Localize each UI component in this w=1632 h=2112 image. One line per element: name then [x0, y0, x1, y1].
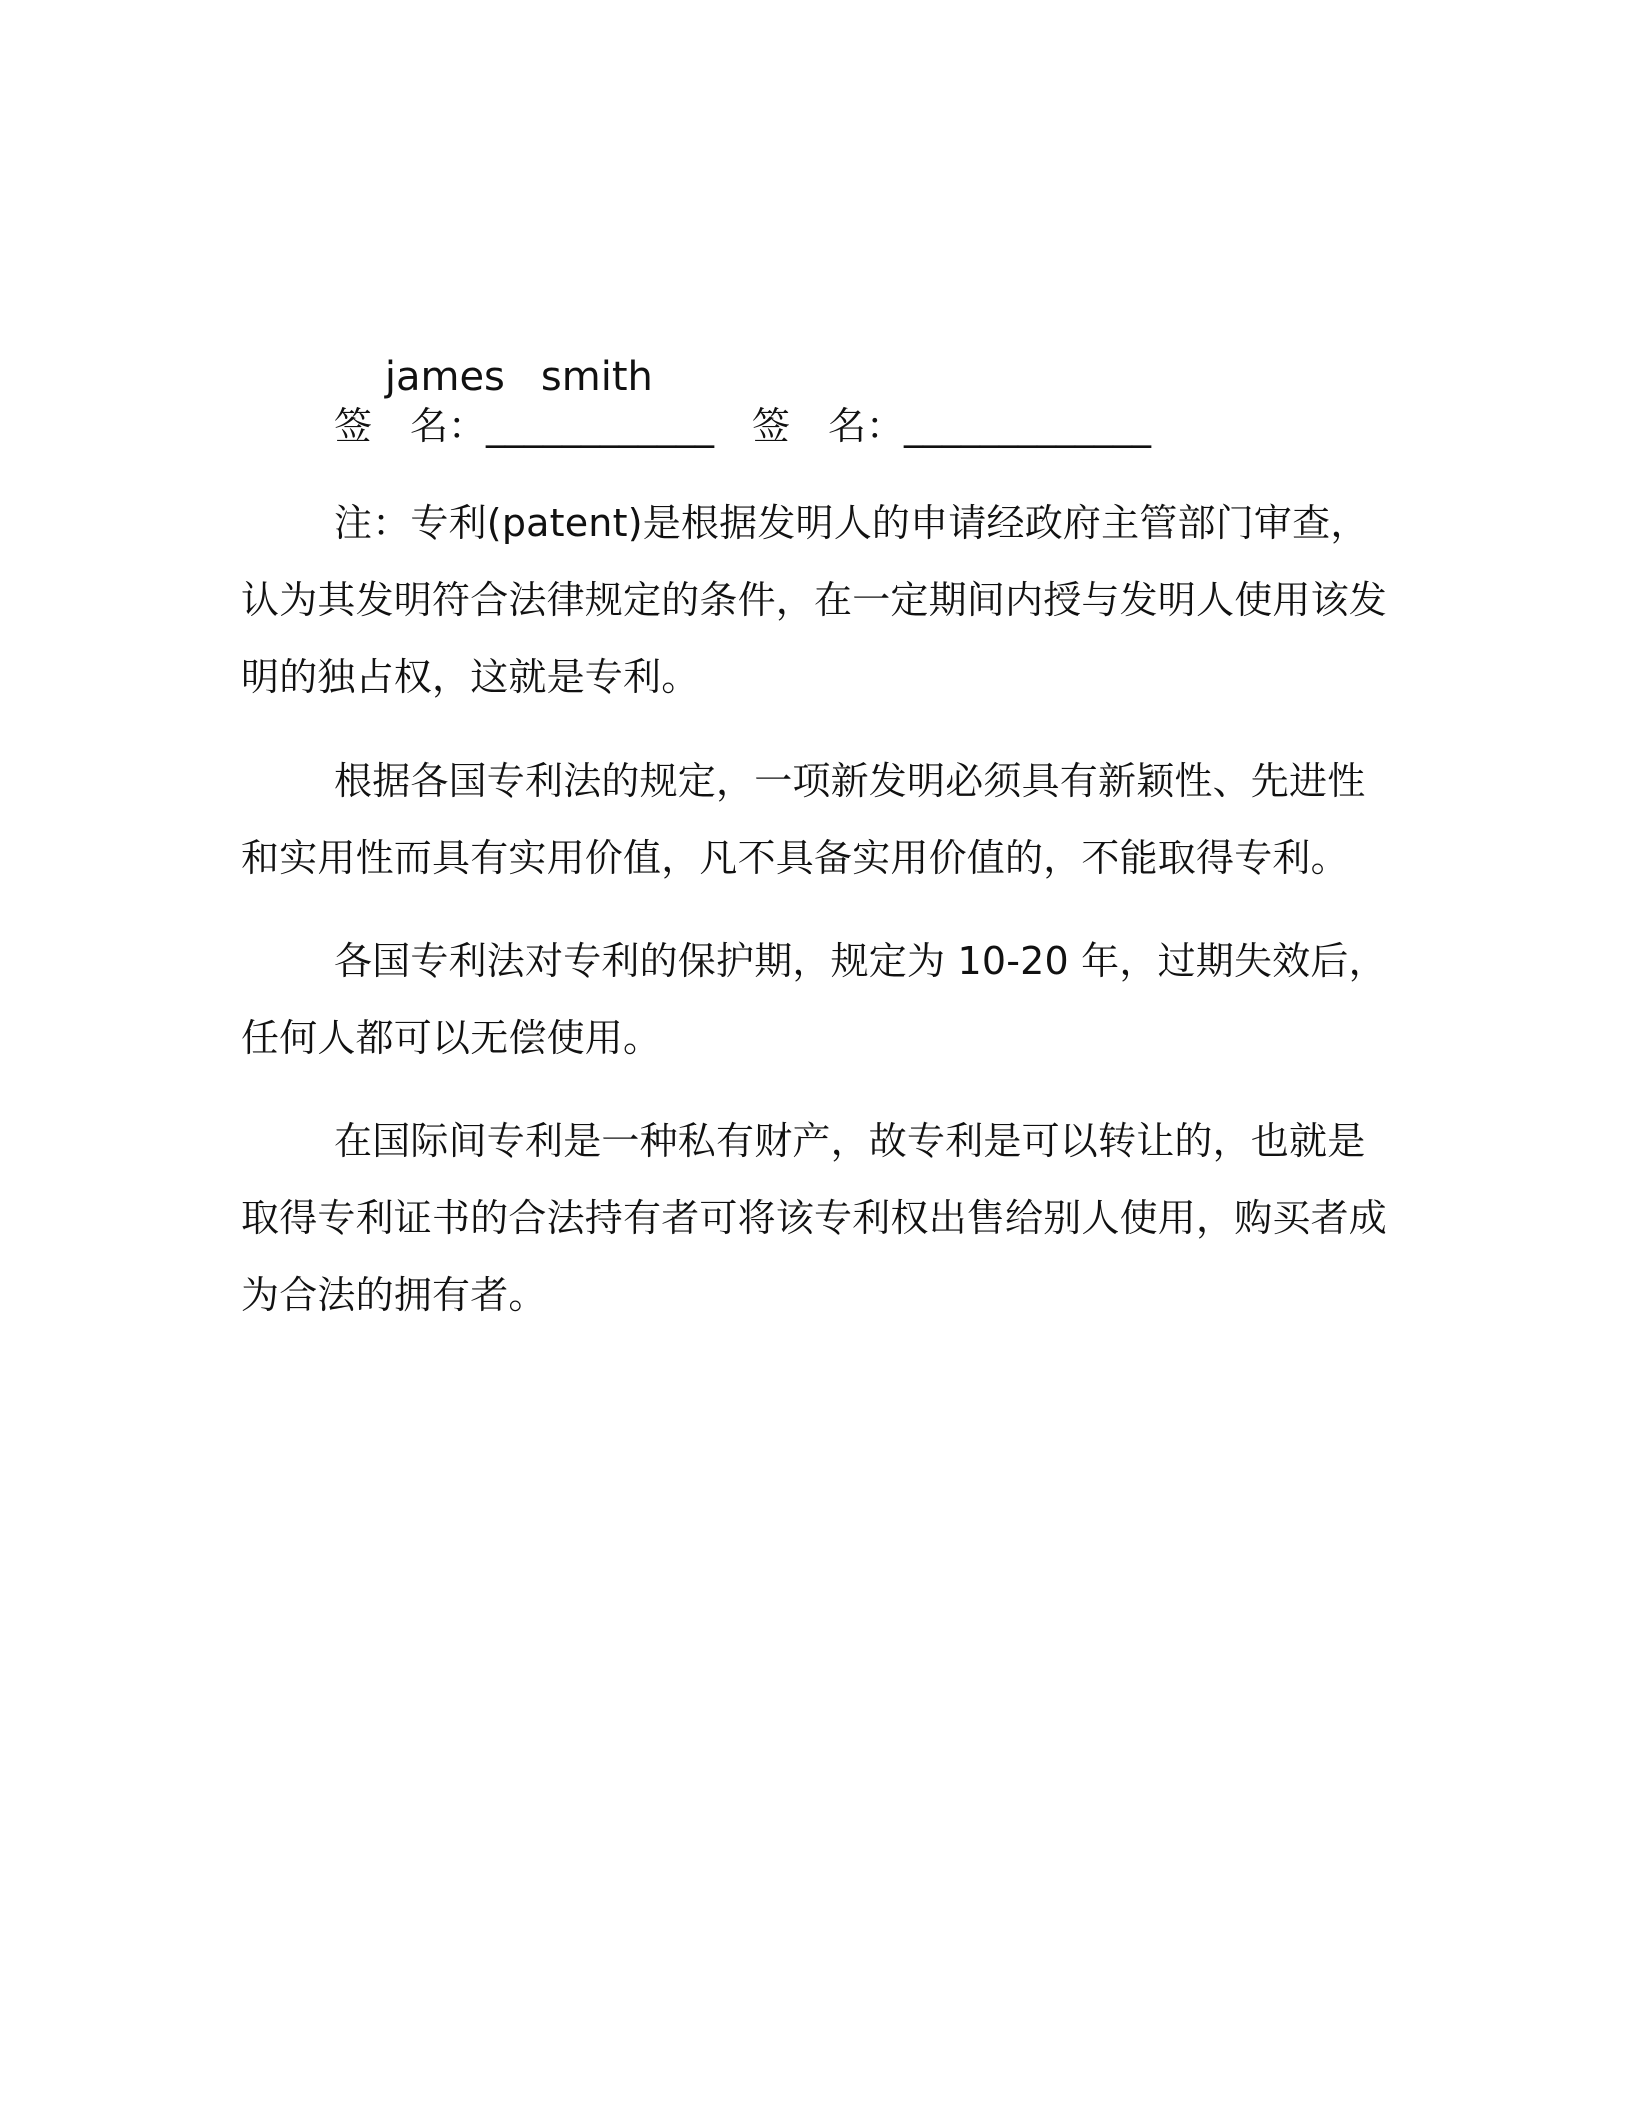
novelty-paragraph: 根据各国专利法的规定，一项新发明必须具有新颖性、先进性和实用性而具有实用价值，凡不具备实用价值的，不能取得专利。	[241, 759, 1366, 880]
protection-period-paragraph: 各国专利法对专利的保护期，规定为 10-20 年，过期失效后，任何人都可以无偿使用。	[241, 939, 1387, 1060]
note-paragraph: 注：专利(patent)是根据发明人的申请经政府主管部门审查，认为其发明符合法律规定的条件，在一定期间内授与发明人使用该发明的独占权，这就是专利。	[241, 501, 1388, 699]
second-name: smith	[540, 354, 653, 400]
signature-row	[334, 398, 1154, 454]
first-name: james	[384, 354, 505, 400]
signature-blank-2: _____________	[904, 404, 1152, 448]
signature-label-2: 签 名：	[752, 404, 905, 448]
signature-blank-1: ____________	[486, 404, 715, 448]
transfer-paragraph: 在国际间专利是一种私有财产，故专利是可以转让的，也就是取得专利证书的合法持有者可将该专利权出售给别人使用，购买者成为合法的拥有者。	[241, 1119, 1388, 1317]
signature-label-1: 签 名：	[334, 404, 487, 448]
